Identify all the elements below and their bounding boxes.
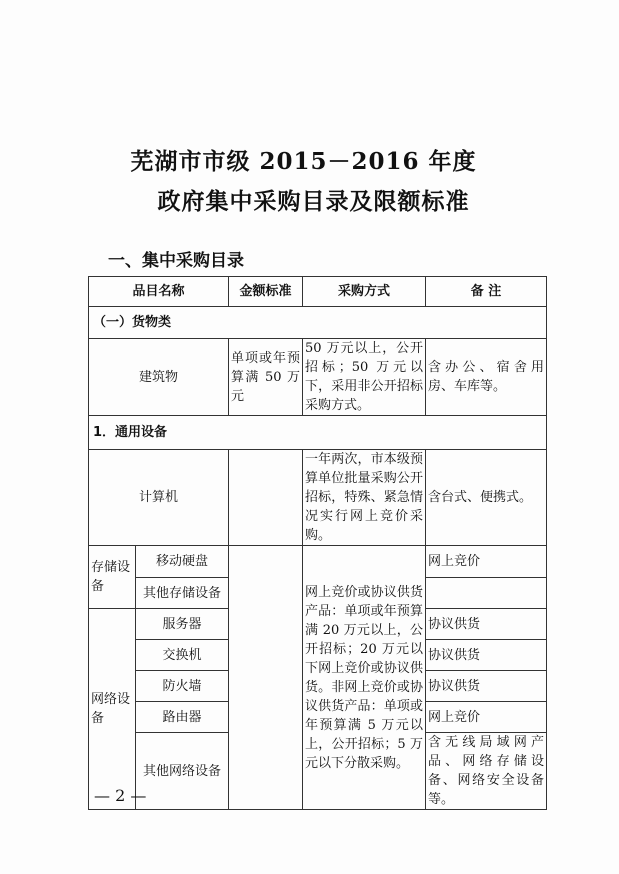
- page-number: — 2 —: [94, 786, 147, 805]
- item-name: 路由器: [136, 702, 229, 733]
- note: 协议供货: [426, 640, 547, 671]
- header-amount: 金额标准: [229, 277, 303, 307]
- note: 网上竞价: [426, 546, 547, 578]
- procurement-method: 一年两次，市本级预算单位批量采购公开招标，特殊、紧急情况实行网上竞价采购。: [303, 450, 426, 546]
- item-name: 计算机: [89, 450, 229, 546]
- header-method: 采购方式: [303, 277, 426, 307]
- note: 协议供货: [426, 609, 547, 640]
- title-line-2: 政府集中采购目录及限额标准: [157, 188, 470, 215]
- item-name: 服务器: [136, 609, 229, 640]
- note: [426, 578, 547, 609]
- amount-standard: 单项或年预算满 50 万元: [229, 339, 303, 416]
- procurement-method: 50 万元以上，公开招标；50 万元以下，采用非公开招标采购方式。: [303, 339, 426, 416]
- note: 含办公、宿舍用房、车库等。: [426, 339, 547, 416]
- header-note: 备 注: [426, 277, 547, 307]
- procurement-method: 网上竞价或协议供货产品：单项或年预算满 20 万元以上，公开招标；20 万元以下网上竞价或协议供货。非网上竞价或协议供货产品：单项或年预算满 5 万元以上，公开招标；5 万元以下分散采购。: [303, 546, 426, 810]
- group-storage: 存储设备: [89, 546, 136, 609]
- amount-standard-empty: [229, 546, 303, 810]
- item-name: 其他存储设备: [136, 578, 229, 609]
- note: 协议供货: [426, 671, 547, 702]
- category-row: [89, 416, 547, 450]
- item-name: 防火墙: [136, 671, 229, 702]
- procurement-table: [88, 276, 547, 810]
- item-name: 交换机: [136, 640, 229, 671]
- note: 含无线局域网产品、网络存储设备、网络安全设备等。: [426, 733, 547, 810]
- group-network: 网络设备: [89, 609, 136, 810]
- header-item-name: 品目名称: [89, 277, 229, 307]
- item-name: 移动硬盘: [136, 546, 229, 578]
- table-header-row: [89, 277, 547, 307]
- table-row: [89, 450, 547, 546]
- table-row: [89, 339, 547, 416]
- amount-standard: [229, 450, 303, 546]
- title-line-1: 芜湖市市级 2015－2016 年度: [130, 148, 477, 175]
- item-name: 建筑物: [89, 339, 229, 416]
- item-name: 其他网络设备: [136, 733, 229, 810]
- note: 含台式、便携式。: [426, 450, 547, 546]
- table-row: [89, 546, 547, 578]
- category-goods: （一）货物类: [89, 307, 547, 339]
- category-general-equipment: 1．通用设备: [89, 416, 547, 450]
- section-heading: 一、集中采购目录: [108, 251, 244, 271]
- note: 网上竞价: [426, 702, 547, 733]
- category-row: [89, 307, 547, 339]
